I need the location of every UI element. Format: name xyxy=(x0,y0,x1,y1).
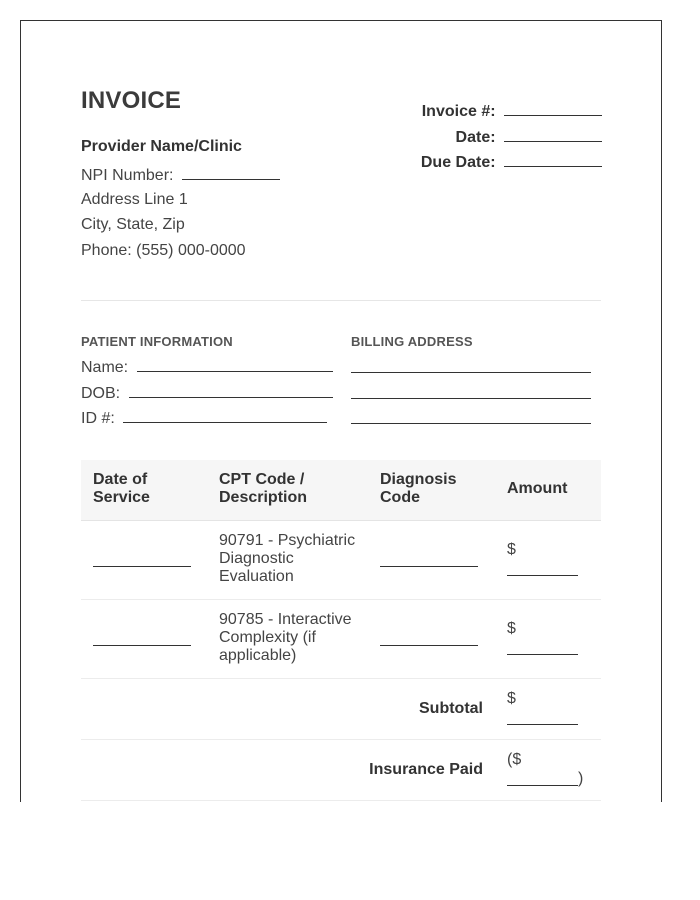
due-date-field xyxy=(421,152,602,172)
npi-label: NPI Number: xyxy=(81,167,174,184)
cpt-line2: Diagnostic xyxy=(219,550,294,567)
patient-dob-field xyxy=(81,383,333,403)
subtotal-row xyxy=(81,679,601,740)
diagnosis-code-blank xyxy=(380,645,478,646)
cpt-description xyxy=(219,532,355,586)
invoice-number-blank xyxy=(504,101,602,116)
cpt-description xyxy=(219,611,352,665)
cpt-line3: applicable) xyxy=(219,647,297,664)
provider-name: Provider Name/Clinic xyxy=(81,138,242,155)
table-row xyxy=(81,521,601,600)
patient-id-label: ID #: xyxy=(81,410,115,427)
invoice-number-field xyxy=(422,101,602,121)
provider-phone: Phone: (555) 000-0000 xyxy=(81,242,246,259)
patient-dob-label: DOB: xyxy=(81,385,121,402)
city-state-zip: City, State, Zip xyxy=(81,216,185,233)
header-diag-line1: Diagnosis xyxy=(380,471,457,488)
cpt-line1: 90785 - Interactive xyxy=(219,611,352,628)
cpt-line2: Complexity (if xyxy=(219,629,316,646)
header-date-line1: Date of xyxy=(93,471,148,488)
subtotal-currency: $ xyxy=(507,690,516,707)
billing-line-1 xyxy=(351,372,591,373)
diagnosis-code-blank xyxy=(380,566,478,567)
subtotal-label: Subtotal xyxy=(419,700,483,717)
date-field xyxy=(456,127,602,147)
header-diag-line2: Code xyxy=(380,489,420,506)
billing-line-3 xyxy=(351,423,591,424)
invoice-sheet xyxy=(20,20,662,802)
date-of-service-blank xyxy=(93,645,191,646)
cpt-line3: Evaluation xyxy=(219,568,294,585)
date-of-service-blank xyxy=(93,566,191,567)
patient-name-blank xyxy=(137,357,333,372)
header-cpt-line2: Description xyxy=(219,489,308,506)
cpt-line1: 90791 - Psychiatric xyxy=(219,532,356,549)
header-date-line2: Service xyxy=(93,489,150,506)
section-divider xyxy=(81,300,601,301)
patient-name-label: Name: xyxy=(81,359,129,376)
npi-field xyxy=(81,165,280,185)
insurance-blank xyxy=(507,785,578,786)
date-blank xyxy=(504,127,602,142)
subtotal-blank xyxy=(507,724,578,725)
amount-currency: $ xyxy=(507,541,516,558)
header-cpt-code xyxy=(219,471,307,507)
patient-name-field xyxy=(81,357,333,377)
patient-dob-blank xyxy=(129,383,333,398)
invoice-title: INVOICE xyxy=(81,87,182,114)
header-date-of-service xyxy=(93,471,150,507)
address-line: Address Line 1 xyxy=(81,191,188,208)
insurance-open: ($ xyxy=(507,751,522,768)
amount-blank xyxy=(507,575,578,576)
amount-currency: $ xyxy=(507,620,516,637)
table-row xyxy=(81,600,601,679)
date-label: Date: xyxy=(455,129,496,146)
npi-blank xyxy=(182,165,280,180)
billing-line-2 xyxy=(351,398,591,399)
insurance-row xyxy=(81,740,601,801)
patient-id-field xyxy=(81,408,327,428)
due-date-blank xyxy=(504,152,602,167)
due-date-label: Due Date: xyxy=(420,154,496,171)
amount-blank xyxy=(507,654,578,655)
insurance-paid-label: Insurance Paid xyxy=(369,761,483,778)
billing-address-heading: BILLING ADDRESS xyxy=(351,334,473,349)
table-header xyxy=(81,460,601,521)
header-amount: Amount xyxy=(507,480,568,497)
header-cpt-line1: CPT Code / xyxy=(219,471,305,488)
patient-info-heading: PATIENT INFORMATION xyxy=(81,334,233,349)
header-diagnosis-code xyxy=(380,471,456,507)
invoice-number-label: Invoice #: xyxy=(421,103,496,120)
patient-id-blank xyxy=(123,408,327,423)
insurance-close: ) xyxy=(578,770,584,787)
